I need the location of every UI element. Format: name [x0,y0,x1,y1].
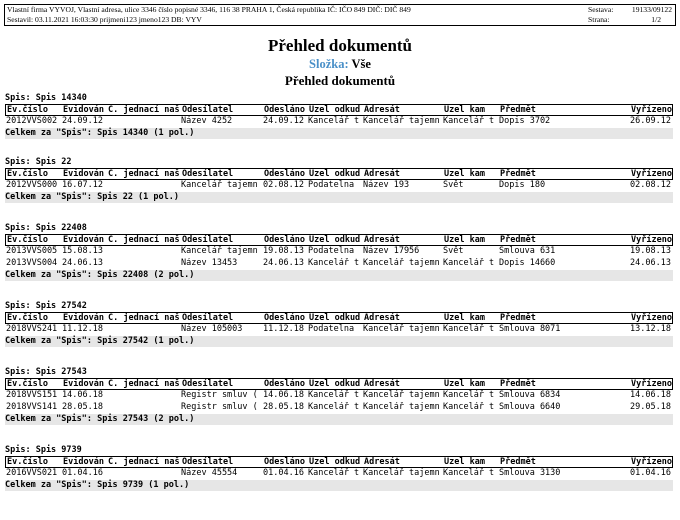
cell-uzel-kam: Kancelář t [443,390,495,400]
cell-ev-cislo: 2013VVS005 [6,246,58,256]
table-row [5,180,673,192]
folder-label: Složka: [309,57,349,71]
column-header-evidovan: Evidován [63,457,104,467]
cell-ev-cislo: 2018VVS241 [6,324,58,334]
cell-odeslano: 14.06.18 [263,390,304,400]
column-header-odesilatel: Odesílatel [182,379,234,389]
cell-uzel-odkud: Kancelář t [308,468,360,478]
column-header-predmet: Předmět [500,169,536,179]
cell-predmet: Smlouva 3130 [499,468,561,478]
column-header-odesilatel: Odesílatel [182,313,234,323]
cell-odesilatel: Kancelář tajemn [181,180,258,190]
column-header-adresat: Adresát [364,379,400,389]
column-header-evidovan: Evidován [63,105,104,115]
section-total: Celkem za "Spis": Spis 27542 (1 pol.) [5,336,673,347]
column-header-uzel-odkud: Uzel odkud [309,313,361,323]
cell-uzel-odkud: Podatelna [308,324,355,334]
cell-uzel-kam: Svět [443,246,464,256]
column-header-cislo-jednaci: Č. jednací naš [108,235,180,245]
spis-title: Spis: Spis 22408 [5,223,87,233]
section-total: Celkem za "Spis": Spis 22 (1 pol.) [5,192,673,203]
column-header-evidovan: Evidován [63,235,104,245]
cell-vyrizeno: 13.12.18 [630,324,671,334]
column-header-cislo-jednaci: Č. jednací naš [108,105,180,115]
table-header [5,378,673,390]
column-header-ev-cislo: Ev.číslo [7,235,48,245]
column-header-odeslano: Odesláno [264,235,305,245]
column-header-predmet: Předmět [500,457,536,467]
cell-adresat: Název 193 [363,180,410,190]
cell-vyrizeno: 29.05.18 [630,402,671,412]
cell-evidovan: 28.05.18 [62,402,103,412]
column-header-ev-cislo: Ev.číslo [7,457,48,467]
table-row [5,402,673,414]
cell-odesilatel: Název 45554 [181,468,238,478]
sestava-label: Sestava: [588,5,614,14]
table-header [5,312,673,324]
column-header-uzel-kam: Uzel kam [444,313,485,323]
cell-adresat: Kancelář tajemn [363,258,440,268]
table-row [5,468,673,480]
column-header-vyrizeno: Vyřízeno [631,105,672,115]
column-header-uzel-odkud: Uzel odkud [309,235,361,245]
cell-ev-cislo: 2013VVS004 [6,258,58,268]
column-header-ev-cislo: Ev.číslo [7,105,48,115]
column-header-odesilatel: Odesílatel [182,169,234,179]
spis-section [0,222,680,298]
cell-odesilatel: Název 4252 [181,116,233,126]
cell-evidovan: 16.07.12 [62,180,103,190]
column-header-evidovan: Evidován [63,313,104,323]
spis-title: Spis: Spis 27543 [5,367,87,377]
cell-evidovan: 24.09.12 [62,116,103,126]
cell-odesilatel: Kancelář tajemn [181,246,258,256]
column-header-uzel-odkud: Uzel odkud [309,379,361,389]
column-header-odeslano: Odesláno [264,313,305,323]
column-header-adresat: Adresát [364,457,400,467]
cell-adresat: Kancelář tajemn [363,390,440,400]
column-header-odesilatel: Odesílatel [182,235,234,245]
column-header-predmet: Předmět [500,313,536,323]
cell-odeslano: 24.09.12 [263,116,304,126]
table-row [5,246,673,258]
spis-section [0,366,680,442]
column-header-odeslano: Odesláno [264,457,305,467]
column-header-vyrizeno: Vyřízeno [631,313,672,323]
column-header-evidovan: Evidován [63,379,104,389]
section-total: Celkem za "Spis": Spis 9739 (1 pol.) [5,480,673,491]
cell-odeslano: 11.12.18 [263,324,304,334]
cell-predmet: Smlouva 631 [499,246,556,256]
cell-ev-cislo: 2018VVS141 [6,402,58,412]
spis-title: Spis: Spis 9739 [5,445,82,455]
column-header-uzel-odkud: Uzel odkud [309,105,361,115]
column-header-cislo-jednaci: Č. jednací naš [108,379,180,389]
cell-adresat: Kancelář tajemn [363,468,440,478]
cell-odeslano: 28.05.18 [263,402,304,412]
cell-adresat: Název 17956 [363,246,420,256]
cell-ev-cislo: 2016VVS021 [6,468,58,478]
column-header-odeslano: Odesláno [264,169,305,179]
column-header-vyrizeno: Vyřízeno [631,169,672,179]
cell-vyrizeno: 19.08.13 [630,246,671,256]
column-header-uzel-kam: Uzel kam [444,379,485,389]
table-header [5,168,673,180]
column-header-ev-cislo: Ev.číslo [7,379,48,389]
cell-adresat: Kancelář tajemn [363,116,440,126]
report-subtitle: Přehled dokumentů [284,73,396,88]
column-header-ev-cislo: Ev.číslo [7,169,48,179]
cell-uzel-odkud: Kancelář t [308,258,360,268]
table-row [5,324,673,336]
column-header-adresat: Adresát [364,105,400,115]
cell-uzel-odkud: Kancelář t [308,390,360,400]
spis-section [0,156,680,232]
cell-vyrizeno: 14.06.18 [630,390,671,400]
sestava-value: 19133/09122 [631,5,672,14]
strana-label: Strana: [588,15,610,24]
column-header-predmet: Předmět [500,379,536,389]
cell-uzel-kam: Kancelář t [443,402,495,412]
compiled-info: Sestavil: 03.11.2021 16:03:30 prijmeni123 jmeno123 DB: VYV [7,15,202,24]
cell-ev-cislo: 2012VVS002 [6,116,58,126]
cell-evidovan: 15.08.13 [62,246,103,256]
spis-title: Spis: Spis 27542 [5,301,87,311]
column-header-odeslano: Odesláno [264,379,305,389]
column-header-vyrizeno: Vyřízeno [631,235,672,245]
cell-predmet: Dopis 14660 [499,258,556,268]
cell-odesilatel: Název 105003 [181,324,243,334]
section-total: Celkem za "Spis": Spis 27543 (2 pol.) [5,414,673,425]
section-total: Celkem za "Spis": Spis 22408 (2 pol.) [5,270,673,281]
cell-uzel-kam: Kancelář t [443,258,495,268]
cell-ev-cislo: 2018VVS151 [6,390,58,400]
cell-adresat: Kancelář tajemn [363,402,440,412]
spis-section [0,444,680,520]
cell-uzel-odkud: Kancelář t [308,402,360,412]
table-header [5,456,673,468]
spis-section [0,300,680,376]
cell-evidovan: 14.06.18 [62,390,103,400]
cell-odeslano: 01.04.16 [263,468,304,478]
table-row [5,390,673,402]
column-header-uzel-kam: Uzel kam [444,105,485,115]
column-header-adresat: Adresát [364,169,400,179]
column-header-vyrizeno: Vyřízeno [631,379,672,389]
table-row [5,116,673,128]
column-header-cislo-jednaci: Č. jednací naš [108,169,180,179]
cell-uzel-kam: Kancelář t [443,468,495,478]
cell-odesilatel: Název 13453 [181,258,238,268]
cell-vyrizeno: 26.09.12 [630,116,671,126]
cell-adresat: Kancelář tajemn [363,324,440,334]
column-header-evidovan: Evidován [63,169,104,179]
cell-evidovan: 11.12.18 [62,324,103,334]
folder-line [0,57,680,72]
column-header-adresat: Adresát [364,235,400,245]
cell-vyrizeno: 01.04.16 [630,468,671,478]
cell-ev-cislo: 2012VVS000 [6,180,58,190]
cell-uzel-odkud: Podatelna [308,246,355,256]
column-header-odesilatel: Odesílatel [182,105,234,115]
folder-value: Vše [351,57,371,71]
column-header-uzel-kam: Uzel kam [444,235,485,245]
column-header-uzel-kam: Uzel kam [444,169,485,179]
cell-evidovan: 24.06.13 [62,258,103,268]
cell-odeslano: 19.08.13 [263,246,304,256]
cell-predmet: Dopis 180 [499,180,546,190]
column-header-predmet: Předmět [500,235,536,245]
column-header-odeslano: Odesláno [264,105,305,115]
column-header-uzel-odkud: Uzel odkud [309,169,361,179]
cell-odesilatel: Registr smluv ( [181,402,258,412]
cell-predmet: Smlouva 8071 [499,324,561,334]
cell-odesilatel: Registr smluv ( [181,390,258,400]
cell-uzel-odkud: Kancelář t [308,116,360,126]
cell-evidovan: 01.04.16 [62,468,103,478]
report-title: Přehled dokumentů [267,36,413,55]
column-header-predmet: Předmět [500,105,536,115]
column-header-adresat: Adresát [364,313,400,323]
cell-uzel-odkud: Podatelna [308,180,355,190]
company-info: Vlastní firma VYVOJ, Vlastní adresa, ulice 3346 číslo popisné 3346, 116 38 PRAHA 1, Česká republika IČ: IČO 849 DIČ: DIČ 849 [7,5,411,14]
cell-vyrizeno: 02.08.12 [630,180,671,190]
cell-vyrizeno: 24.06.13 [630,258,671,268]
column-header-cislo-jednaci: Č. jednací naš [108,313,180,323]
cell-odeslano: 24.06.13 [263,258,304,268]
cell-predmet: Smlouva 6834 [499,390,561,400]
cell-predmet: Smlouva 6640 [499,402,561,412]
section-total: Celkem za "Spis": Spis 14340 (1 pol.) [5,128,673,139]
table-row [5,258,673,270]
column-header-vyrizeno: Vyřízeno [631,457,672,467]
spis-title: Spis: Spis 14340 [5,93,87,103]
cell-predmet: Dopis 3702 [499,116,551,126]
cell-odeslano: 02.08.12 [263,180,304,190]
column-header-odesilatel: Odesílatel [182,457,234,467]
spis-title: Spis: Spis 22 [5,157,72,167]
column-header-uzel-odkud: Uzel odkud [309,457,361,467]
table-header [5,234,673,246]
cell-uzel-kam: Kancelář t [443,324,495,334]
column-header-cislo-jednaci: Č. jednací naš [108,457,180,467]
report-header-box [4,4,676,26]
column-header-ev-cislo: Ev.číslo [7,313,48,323]
cell-uzel-kam: Kancelář t [443,116,495,126]
column-header-uzel-kam: Uzel kam [444,457,485,467]
strana-value: 1/2 [651,15,661,24]
cell-uzel-kam: Svět [443,180,464,190]
table-header [5,104,673,116]
